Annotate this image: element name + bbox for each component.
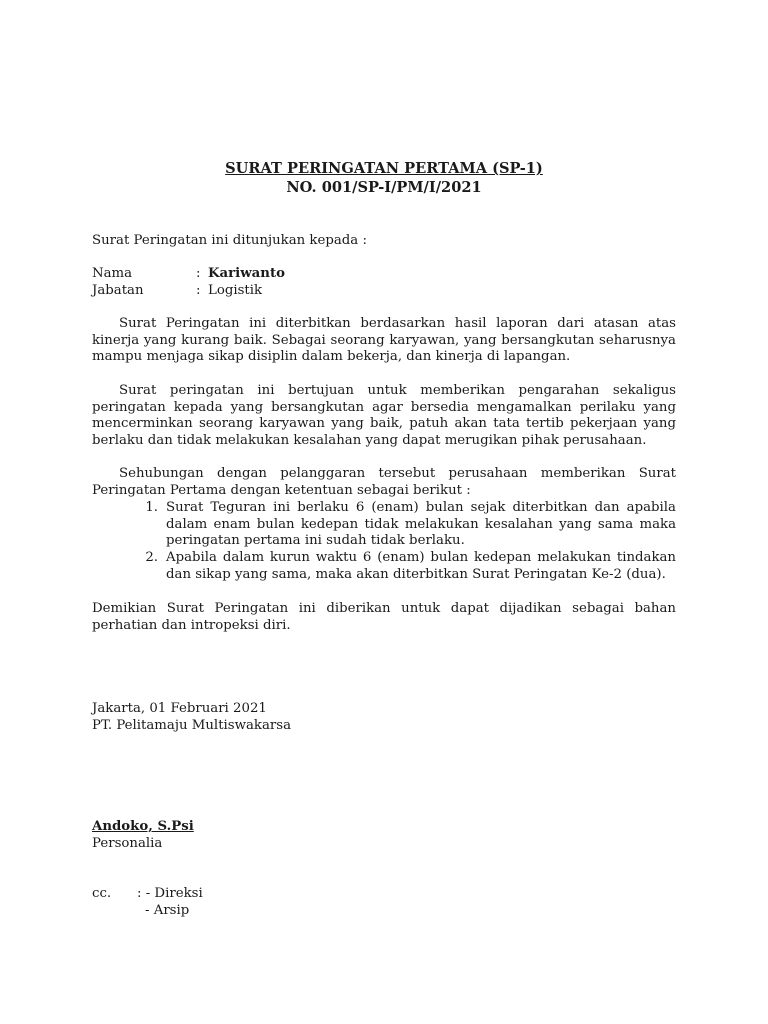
jabatan-label: Jabatan: [92, 283, 144, 298]
jabatan-colon: :: [196, 283, 201, 298]
cc-arsip: - Arsip: [145, 903, 190, 918]
paragraph-2: Surat peringatan ini bertujuan untuk memberikan pengarahan sekaligus peringatan kepada yang bersangkutan agar bersedia mengamalkan perilaku yang mencerminkan seorang karyawan yang baik, patuh akan tata tertib pekerjaan yang berlaku dan tidak melakukan kesalahan yang dapat merugikan pihak perusahaan.: [92, 383, 676, 448]
nama-value: Kariwanto: [208, 266, 285, 281]
field-nama: [92, 266, 676, 283]
nama-colon: :: [196, 266, 201, 281]
closing-paragraph: Demikian Surat Peringatan ini diberikan untuk dapat dijadikan sebagai bahan perhatian dan intropeksi diri.: [92, 601, 676, 633]
paragraph-1: Surat Peringatan ini diterbitkan berdasarkan hasil laporan dari atasan atas kinerja yang kurang baik. Sebagai seorang karyawan, yang bersangkutan seharusnya mampu menjaga sikap disiplin dalam bekerja, dan kinerja di lapangan.: [92, 316, 676, 365]
place-date: Jakarta, 01 Februari 2021: [92, 701, 267, 716]
cc-direksi: : - Direksi: [137, 886, 203, 901]
signer-name: Andoko, S.Psi: [92, 819, 194, 834]
nama-label: Nama: [92, 266, 133, 281]
company-name: PT. Pelitamaju Multiswakarsa: [92, 718, 292, 733]
cc-label: cc.: [92, 886, 112, 901]
letter-page: SURAT PERINGATAN PERTAMA (SP-1) NO. 001/SP-I/PM/I/2021 Surat Peringatan ini ditunjukan kepada : Nama : Kariwanto Jabatan : Logistik Surat Peringatan ini diterbitkan berdasarkan hasil laporan dari atasan atas kinerja yang kurang baik. Sebagai seorang karyawan, yang bersangkutan seharusnya mampu menjaga sikap disiplin dalam bekerja, dan kinerja di lapangan. Surat peringatan ini bertujuan untuk memberikan pengarahan sekaligus peringatan kepada yang bersangkutan agar bersedia mengamalkan perilaku yang mencerminkan seorang karyawan yang baik, patuh akan tata tertib pekerjaan yang berlaku dan tidak melakukan kesalahan yang dapat merugikan pihak perusahaan. Sehubungan dengan pelanggaran tersebut perusahaan memberikan Surat Peringatan Pertama dengan ketentuan sebagai berikut : 1. Surat Teguran ini berlaku 6 (enam) bulan sejak diterbitkan dan apabila dalam enam bulan kedepan tidak melakukan kesalahan yang sama maka peringatan pertama ini sudah tidak berlaku. 2. Apabila dalam kurun waktu 6 (enam) bulan kedepan melakukan tindakan dan sikap yang sama, maka akan diterbitkan Surat Peringatan Ke-2 (dua). Demikian Surat Peringatan ini diberikan untuk dapat dijadikan sebagai bahan perhatian dan intropeksi diri. Jakarta, 01 Februari 2021 PT. Pelitamaju Multiswakarsa Andoko, S.Psi Personalia cc. : - Direksi - Arsip: [0, 0, 768, 1024]
signer-position: Personalia: [92, 836, 163, 851]
letter-title: SURAT PERINGATAN PERTAMA (SP-1): [225, 160, 543, 177]
jabatan-value: Logistik: [208, 283, 263, 298]
paragraph-3: Sehubungan dengan pelanggaran tersebut perusahaan memberikan Surat Peringatan Pertama dengan ketentuan sebagai berikut :: [92, 466, 676, 498]
letter-number: NO. 001/SP-I/PM/I/2021: [286, 179, 482, 196]
intro-text: Surat Peringatan ini ditunjukan kepada :: [92, 233, 367, 248]
field-jabatan: [92, 283, 676, 300]
